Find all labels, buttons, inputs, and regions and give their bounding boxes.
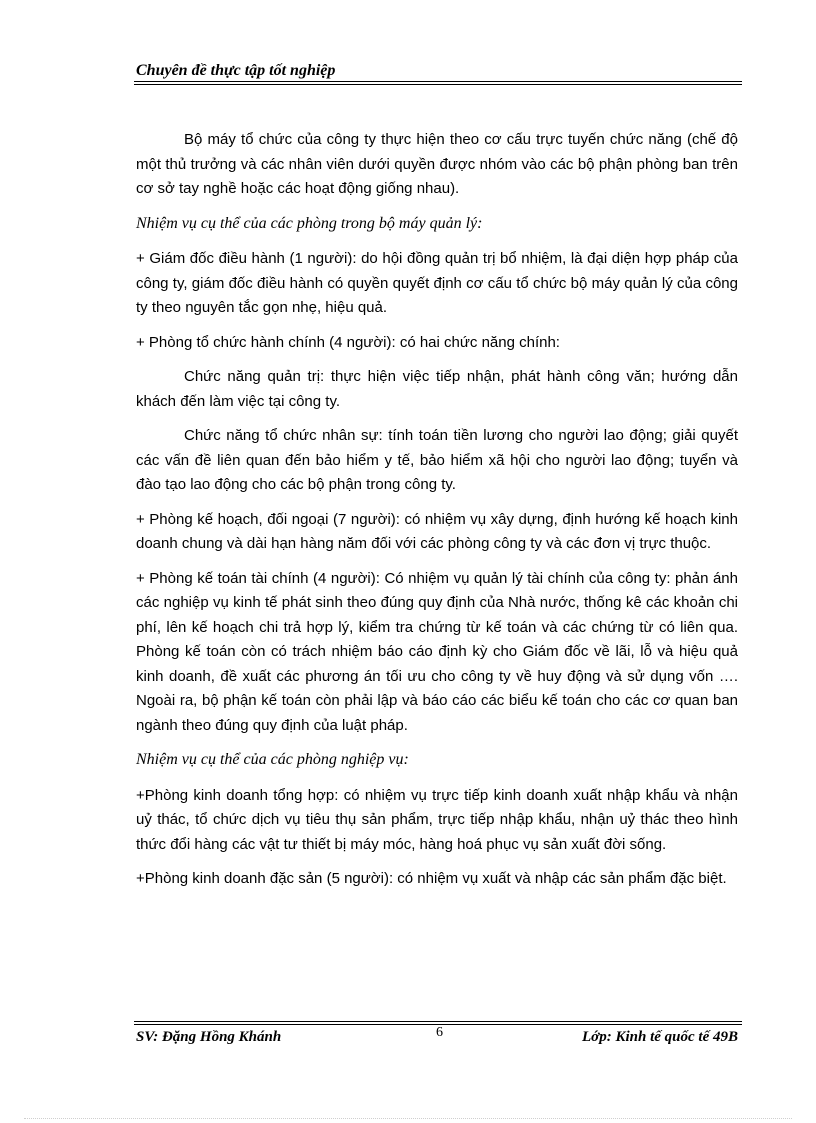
header-divider <box>134 81 742 82</box>
footer-student-name: SV: Đặng Hồng Khánh <box>136 1029 282 1045</box>
heading-business-tasks: Nhiệm vụ cụ thể của các phòng nghiệp vụ: <box>136 751 409 768</box>
paragraph-accounting-dept: + Phòng kế toán tài chính (4 người): Có nhiệm vụ quản lý tài chính của công ty: phản ánh các nghiệp vụ kinh tế phát sinh theo đúng quy định của Nhà nước, thống kê các khoản chi phí, lên kế hoạch chi trả hợp lý, kiểm tra chứng từ kế toán và các chứng từ có liên qua. Phòng kế toán còn có trách nhiệm báo cáo định kỳ cho Giám đốc về lãi, lỗ và hiệu quả kinh doanh, đề xuất các phương án tối ưu cho công ty về huy động và sử dụng vốn …. Ngoài ra, bộ phận kế toán còn phải lập và báo cáo các biểu kế toán cho các cơ quan ban ngành theo đúng quy định của luật pháp. <box>136 569 738 734</box>
paragraph-general-business: +Phòng kinh doanh tổng hợp: có nhiệm vụ trực tiếp kinh doanh xuất nhập khẩu và nhận uỷ thác, tổ chức dịch vụ tiêu thụ sản phẩm, trực tiếp nhập khẩu, nhận uỷ thác theo hình thức đổi hàng các vật tư thiết bị máy móc, hàng hoá phục vụ sản xuất đời sống. <box>136 786 738 853</box>
page-edge-divider <box>24 1118 792 1119</box>
paragraph-structure: Bộ máy tổ chức của công ty thực hiện theo cơ cấu trực tuyến chức năng (chế độ một thủ trưởng và các nhân viên dưới quyền được nhóm vào các bộ phận phòng ban trên cơ sở tay nghề hoặc các hoạt động giống nhau). <box>136 131 738 197</box>
heading-management-tasks: Nhiệm vụ cụ thể của các phòng trong bộ máy quản lý: <box>136 214 483 232</box>
header-divider-thin <box>134 84 742 85</box>
page-number: 6 <box>436 1025 443 1040</box>
paragraph-specialty-business: +Phòng kinh doanh đặc sản (5 người): có nhiệm vụ xuất và nhập các sản phẩm đặc biệt. <box>136 870 727 887</box>
paragraph-planning-dept: + Phòng kế hoạch, đối ngoại (7 người): có nhiệm vụ xây dựng, định hướng kế hoạch kinh doanh chung và dài hạn hàng năm đối với các phòng công ty và các đơn vị trực thuộc. <box>136 510 738 552</box>
page-body <box>136 128 738 902</box>
paragraph-admin-dept: + Phòng tổ chức hành chính (4 người): có hai chức năng chính: <box>136 333 560 351</box>
paragraph-hr-function: Chức năng tổ chức nhân sự: tính toán tiền lương cho người lao động; giải quyết các vấn đề liên quan đến bảo hiểm y tế, bảo hiểm xã hội cho người lao động; tuyển và đào tạo lao động cho các bộ phận trong công ty. <box>136 427 738 493</box>
paragraph-admin-function: Chức năng quản trị: thực hiện việc tiếp nhận, phát hành công văn; hướng dẫn khách đến làm việc tại công ty. <box>136 368 738 410</box>
paragraph-director: + Giám đốc điều hành (1 người): do hội đồng quản trị bổ nhiệm, là đại diện hợp pháp của công ty, giám đốc điều hành có quyền quyết định cơ cấu tổ chức bộ máy quản lý của công ty theo nguyên tắc gọn nhẹ, hiệu quả. <box>136 250 738 316</box>
footer-divider <box>134 1021 742 1022</box>
document-title: Chuyên đề thực tập tốt nghiệp <box>136 62 336 79</box>
footer-class: Lớp: Kinh tế quốc tế 49B <box>582 1029 738 1045</box>
